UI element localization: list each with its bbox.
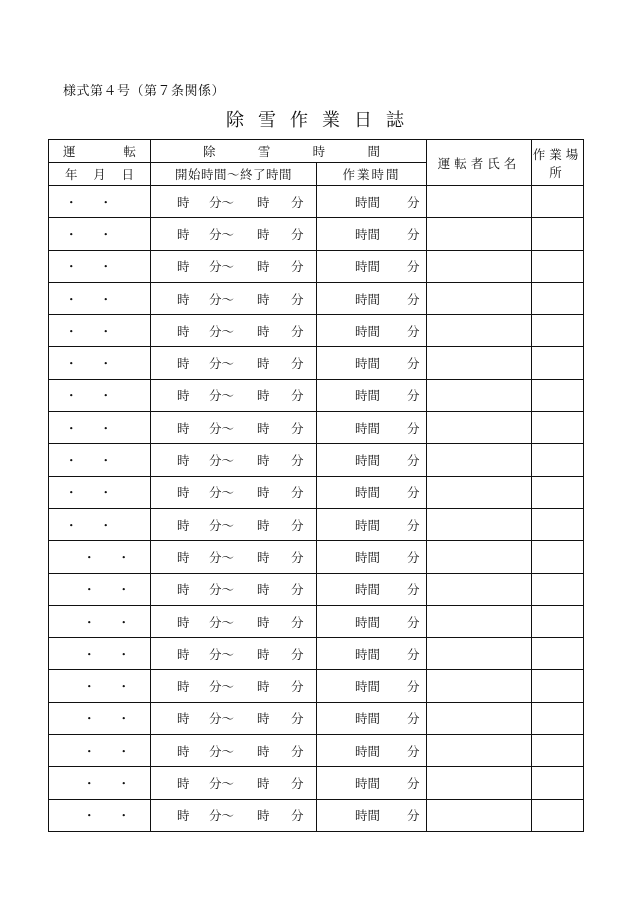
driver-name-cell[interactable] (427, 412, 532, 444)
start-end-time-cell[interactable]: 時 分～ 時 分 (151, 670, 317, 702)
date-cell[interactable]: ・・ (49, 638, 151, 670)
table-row (49, 670, 584, 702)
driver-name-cell[interactable] (427, 605, 532, 637)
driver-name-cell[interactable] (427, 379, 532, 411)
start-end-time-cell[interactable]: 時 分～ 時 分 (151, 379, 317, 411)
header-work-place: 作業場所 (532, 140, 584, 186)
table-row (49, 379, 584, 411)
work-time-cell[interactable]: 時間 分 (317, 702, 427, 734)
work-place-cell[interactable] (532, 444, 584, 476)
date-cell[interactable]: ・・ (49, 218, 151, 250)
work-place-cell[interactable] (532, 282, 584, 314)
table-row (49, 767, 584, 799)
work-time-cell[interactable]: 時間 分 (317, 767, 427, 799)
work-place-cell[interactable] (532, 508, 584, 540)
work-place-cell[interactable] (532, 315, 584, 347)
table-row (49, 282, 584, 314)
work-time-cell[interactable]: 時間 分 (317, 186, 427, 218)
date-cell[interactable]: ・・ (49, 282, 151, 314)
title-char: 除 (226, 110, 244, 131)
date-cell[interactable]: ・・ (49, 186, 151, 218)
work-time-cell[interactable]: 時間 分 (317, 347, 427, 379)
start-end-time-cell[interactable]: 時 分～ 時 分 (151, 347, 317, 379)
date-cell[interactable]: ・・ (49, 702, 151, 734)
table-row (49, 573, 584, 605)
header-driver-name: 運転者氏名 (427, 140, 532, 186)
start-end-time-cell[interactable]: 時 分～ 時 分 (151, 767, 317, 799)
work-time-cell[interactable]: 時間 分 (317, 799, 427, 831)
table-row (49, 412, 584, 444)
table-row (49, 315, 584, 347)
date-cell[interactable]: ・・ (49, 315, 151, 347)
driver-name-cell[interactable] (427, 282, 532, 314)
date-cell[interactable]: ・・ (49, 412, 151, 444)
work-place-cell[interactable] (532, 638, 584, 670)
work-place-cell[interactable] (532, 573, 584, 605)
driver-name-cell[interactable] (427, 315, 532, 347)
start-end-time-cell[interactable]: 時 分～ 時 分 (151, 444, 317, 476)
date-cell[interactable]: ・・ (49, 476, 151, 508)
work-time-cell[interactable]: 時間 分 (317, 670, 427, 702)
work-time-cell[interactable]: 時間 分 (317, 638, 427, 670)
table-row (49, 444, 584, 476)
driver-name-cell[interactable] (427, 541, 532, 573)
start-end-time-cell[interactable]: 時 分～ 時 分 (151, 541, 317, 573)
driver-name-cell[interactable] (427, 476, 532, 508)
title-char: 誌 (386, 110, 404, 131)
driver-name-cell[interactable] (427, 186, 532, 218)
title-char: 業 (322, 110, 340, 131)
driver-name-cell[interactable] (427, 702, 532, 734)
work-time-cell[interactable]: 時間 分 (317, 476, 427, 508)
header-start-end: 開始時間～終了時間 (151, 163, 317, 186)
date-cell[interactable]: ・・ (49, 799, 151, 831)
date-cell[interactable]: ・・ (49, 379, 151, 411)
snow-removal-log-table (48, 139, 584, 832)
work-place-cell[interactable] (532, 412, 584, 444)
work-time-cell[interactable]: 時間 分 (317, 282, 427, 314)
start-end-time-cell[interactable]: 時 分～ 時 分 (151, 250, 317, 282)
header-snow-time: 除 雪 時 間 (151, 140, 427, 163)
start-end-time-cell[interactable]: 時 分～ 時 分 (151, 186, 317, 218)
work-time-cell[interactable]: 時間 分 (317, 412, 427, 444)
work-place-cell[interactable] (532, 767, 584, 799)
date-cell[interactable]: ・・ (49, 250, 151, 282)
date-cell[interactable]: ・・ (49, 347, 151, 379)
work-time-cell[interactable]: 時間 分 (317, 444, 427, 476)
date-cell[interactable]: ・・ (49, 670, 151, 702)
start-end-time-cell[interactable]: 時 分～ 時 分 (151, 702, 317, 734)
table-row (49, 347, 584, 379)
work-time-cell[interactable]: 時間 分 (317, 379, 427, 411)
work-time-cell[interactable]: 時間 分 (317, 508, 427, 540)
work-place-cell[interactable] (532, 541, 584, 573)
driver-name-cell[interactable] (427, 218, 532, 250)
form-number-label: 様式第４号（第７条関係） (63, 84, 226, 99)
work-place-cell[interactable] (532, 670, 584, 702)
work-time-cell[interactable]: 時間 分 (317, 218, 427, 250)
title-char: 雪 (258, 110, 276, 131)
date-cell[interactable]: ・・ (49, 541, 151, 573)
date-cell[interactable]: ・・ (49, 735, 151, 767)
work-time-cell[interactable]: 時間 分 (317, 605, 427, 637)
start-end-time-cell[interactable]: 時 分～ 時 分 (151, 638, 317, 670)
header-drive-date-top: 運 転 (49, 140, 151, 163)
table-row (49, 638, 584, 670)
table-row (49, 541, 584, 573)
start-end-time-cell[interactable]: 時 分～ 時 分 (151, 315, 317, 347)
table-row (49, 605, 584, 637)
work-time-cell[interactable]: 時間 分 (317, 735, 427, 767)
driver-name-cell[interactable] (427, 444, 532, 476)
start-end-time-cell[interactable]: 時 分～ 時 分 (151, 218, 317, 250)
work-place-cell[interactable] (532, 476, 584, 508)
table-row (49, 218, 584, 250)
work-place-cell[interactable] (532, 702, 584, 734)
title-char: 作 (290, 110, 308, 131)
work-place-cell[interactable] (532, 218, 584, 250)
table-row (49, 508, 584, 540)
driver-name-cell[interactable] (427, 573, 532, 605)
work-place-cell[interactable] (532, 799, 584, 831)
start-end-time-cell[interactable]: 時 分～ 時 分 (151, 412, 317, 444)
table-row (49, 186, 584, 218)
work-place-cell[interactable] (532, 186, 584, 218)
table-row (49, 735, 584, 767)
driver-name-cell[interactable] (427, 347, 532, 379)
work-place-cell[interactable] (532, 605, 584, 637)
work-time-cell[interactable]: 時間 分 (317, 573, 427, 605)
work-place-cell[interactable] (532, 379, 584, 411)
date-cell[interactable]: ・・ (49, 605, 151, 637)
title-char: 日 (354, 110, 372, 131)
driver-name-cell[interactable] (427, 250, 532, 282)
header-drive-date-bottom: 年 月 日 (49, 163, 151, 186)
table-row (49, 702, 584, 734)
start-end-time-cell[interactable]: 時 分～ 時 分 (151, 476, 317, 508)
date-cell[interactable]: ・・ (49, 767, 151, 799)
driver-name-cell[interactable] (427, 767, 532, 799)
driver-name-cell[interactable] (427, 638, 532, 670)
work-time-cell[interactable]: 時間 分 (317, 250, 427, 282)
driver-name-cell[interactable] (427, 508, 532, 540)
table-row (49, 250, 584, 282)
work-time-cell[interactable]: 時間 分 (317, 315, 427, 347)
date-cell[interactable]: ・・ (49, 508, 151, 540)
start-end-time-cell[interactable]: 時 分～ 時 分 (151, 799, 317, 831)
date-cell[interactable]: ・・ (49, 444, 151, 476)
date-cell[interactable]: ・・ (49, 573, 151, 605)
document-title (0, 106, 630, 132)
start-end-time-cell[interactable]: 時 分～ 時 分 (151, 508, 317, 540)
table-row (49, 799, 584, 831)
start-end-time-cell[interactable]: 時 分～ 時 分 (151, 605, 317, 637)
driver-name-cell[interactable] (427, 735, 532, 767)
work-place-cell[interactable] (532, 347, 584, 379)
driver-name-cell[interactable] (427, 799, 532, 831)
start-end-time-cell[interactable]: 時 分～ 時 分 (151, 573, 317, 605)
work-place-cell[interactable] (532, 250, 584, 282)
start-end-time-cell[interactable]: 時 分～ 時 分 (151, 282, 317, 314)
start-end-time-cell[interactable]: 時 分～ 時 分 (151, 735, 317, 767)
header-work-time: 作業時間 (317, 163, 427, 186)
table-row (49, 476, 584, 508)
work-place-cell[interactable] (532, 735, 584, 767)
work-time-cell[interactable]: 時間 分 (317, 541, 427, 573)
driver-name-cell[interactable] (427, 670, 532, 702)
